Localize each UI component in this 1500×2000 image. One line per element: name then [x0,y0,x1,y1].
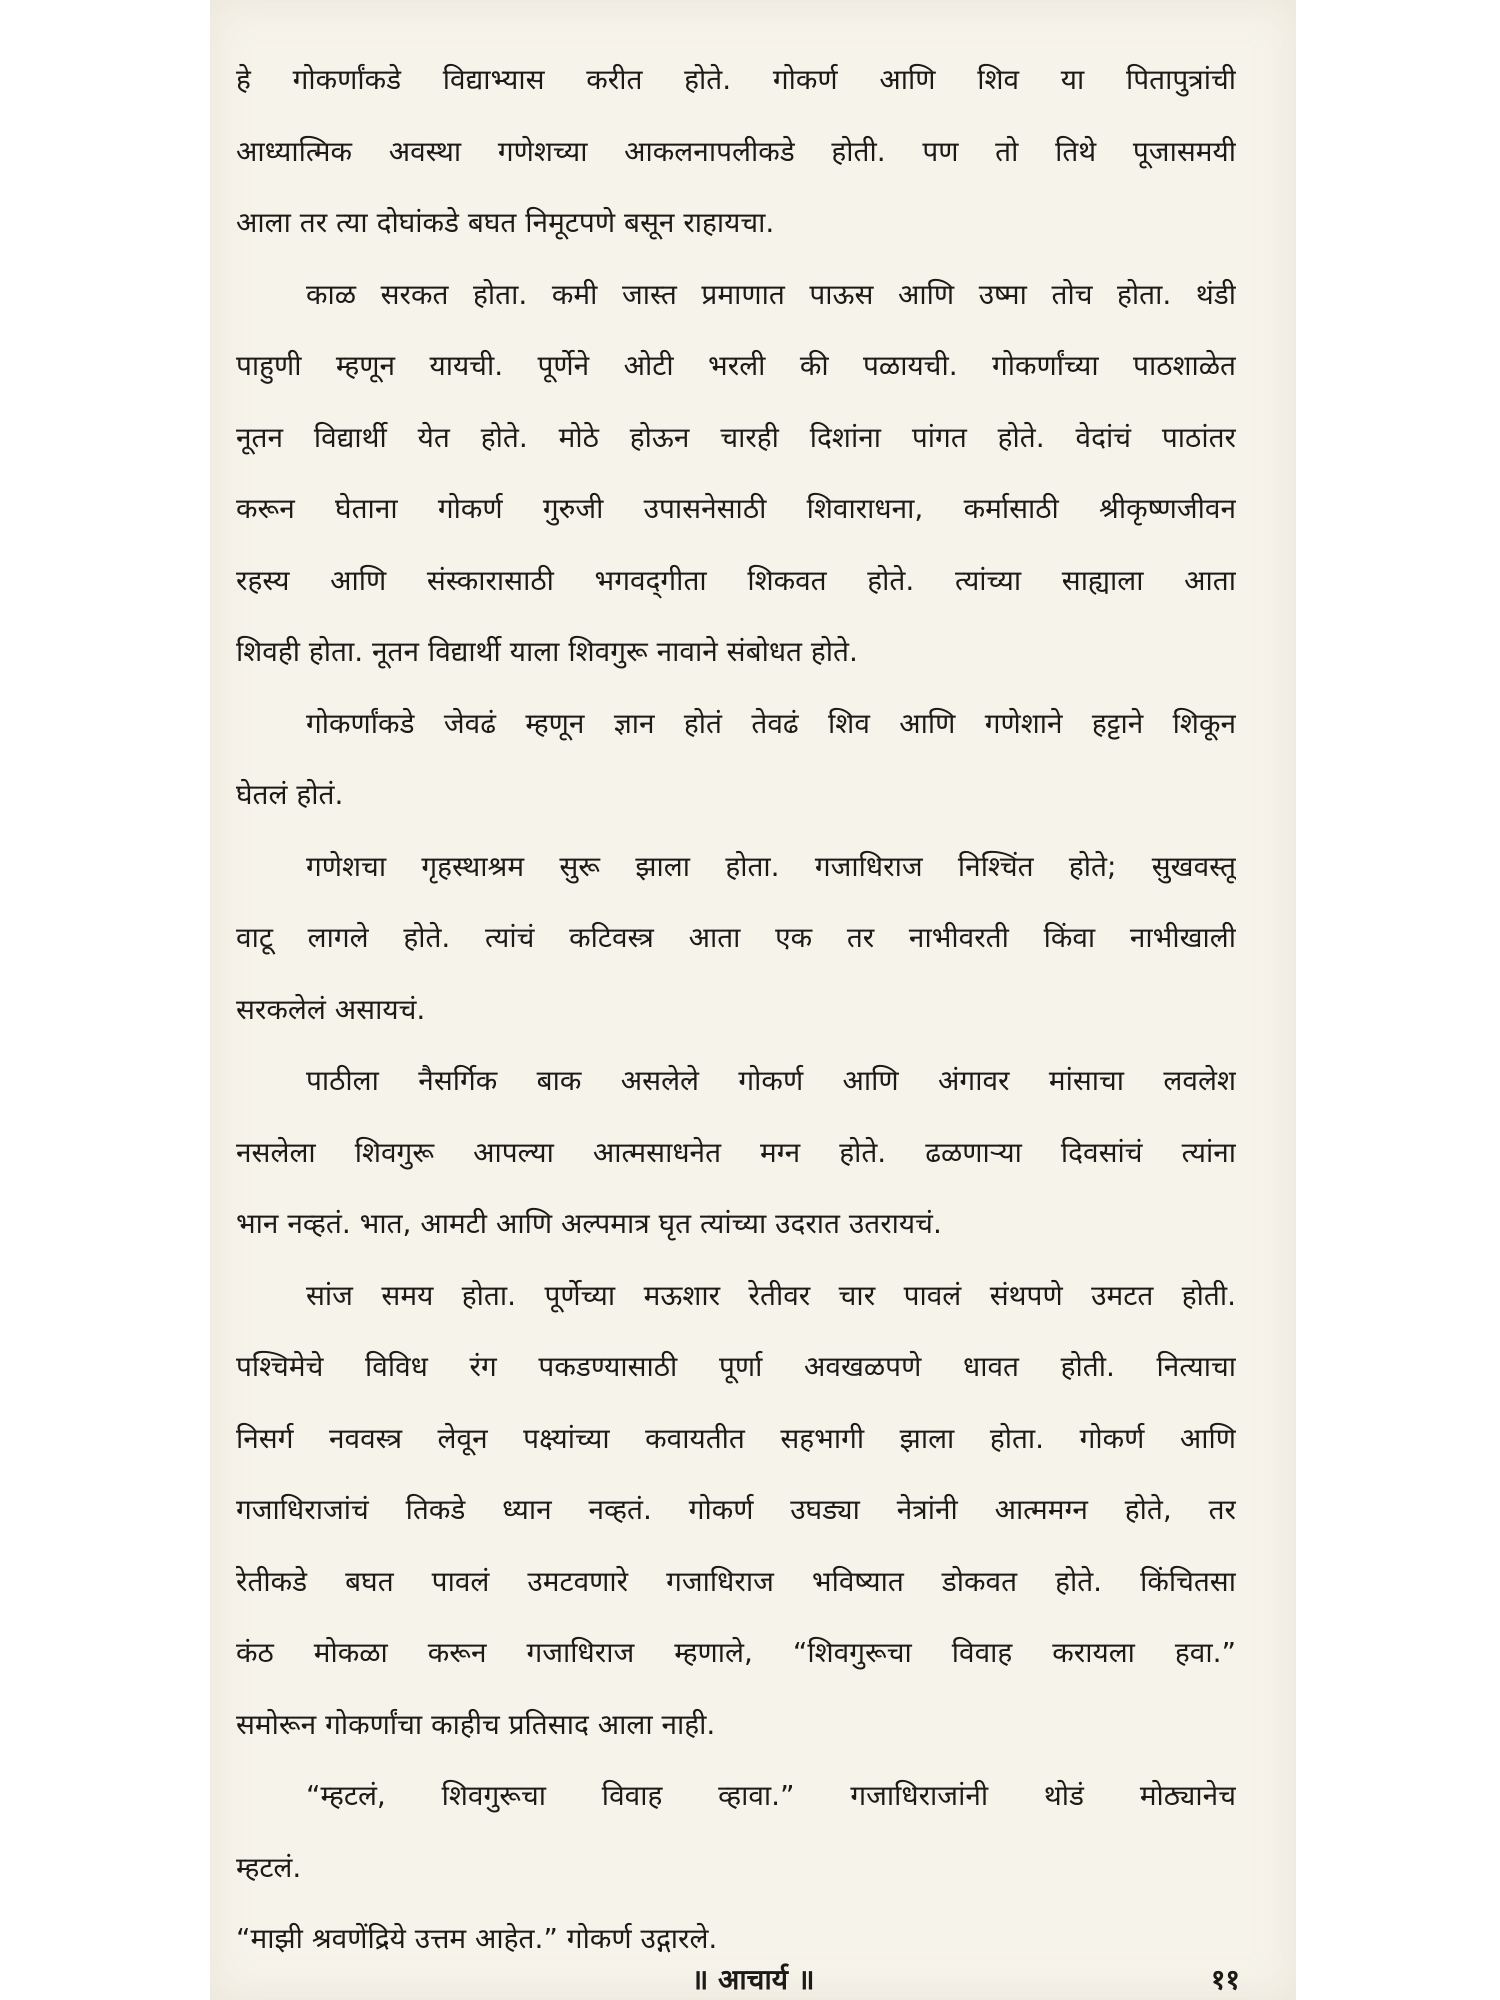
text-line: गजाधिराजांचं तिकडे ध्यान नव्हतं. गोकर्ण उघड्या नेत्रांनी आत्ममग्न होते, तर [236,1493,1236,1526]
page-number: ११ [1210,1963,1240,1996]
text-line: वाटू लागले होते. त्यांचं कटिवस्त्र आता एक तर नाभीवरती किंवा नाभीखाली [236,921,1236,954]
text-line: घेतलं होतं. [236,778,344,811]
text-line: आध्यात्मिक अवस्था गणेशच्या आकलनापलीकडे होती. पण तो तिथे पूजासमयी [236,134,1236,168]
text-line: रेतीकडे बघत पावलं उमटवणारे गजाधिराज भविष्यात डोकवत होते. किंचितसा [236,1564,1236,1598]
text-line: सांज समय होता. पूर्णेच्या मऊशार रेतीवर चार पावलं संथपणे उमटत होती. [306,1278,1236,1312]
text-line: समोरून गोकर्णांचा काहीच प्रतिसाद आला नाही. [236,1707,716,1741]
text-line: आला तर त्या दोघांकडे बघत निमूटपणे बसून राहायचा. [236,206,775,239]
running-title: ॥ आचार्य ॥ [691,1963,815,1996]
text-line: पाहुणी म्हणून यायची. पूर्णेने ओटी भरली की पळायची. गोकर्णांच्या पाठशाळेत [236,349,1236,382]
page-footer [210,1960,1296,2000]
text-line: नूतन विद्यार्थी येत होते. मोठे होऊन चारही दिशांना पांगत होते. वेदांचं पाठांतर [236,420,1236,454]
book-page [210,0,1296,2000]
text-line: कंठ मोकळा करून गजाधिराज म्हणाले, “शिवगुरूचा विवाह करायला हवा.” [236,1636,1236,1669]
text-line: “म्हटलं, शिवगुरूचा विवाह व्हावा.” गजाधिराजांनी थोडं मोठ्यानेच [306,1779,1236,1812]
text-line: निसर्ग नववस्त्र लेवून पक्ष्यांच्या कवायतीत सहभागी झाला होता. गोकर्ण आणि [236,1421,1236,1455]
text-line: पश्चिमेचे विविध रंग पकडण्यासाठी पूर्णा अवखळपणे धावत होती. नित्याचा [236,1350,1236,1383]
text-line: नसलेला शिवगुरू आपल्या आत्मसाधनेत मग्न होते. ढळणाऱ्या दिवसांचं त्यांना [236,1135,1236,1169]
text-line: सरकलेलं असायचं. [236,992,426,1026]
text-line: काळ सरकत होता. कमी जास्त प्रमाणात पाऊस आणि उष्मा तोच होता. थंडी [306,277,1236,311]
text-line: करून घेताना गोकर्ण गुरुजी उपासनेसाठी शिवाराधना, कर्मासाठी श्रीकृष्णजीवन [236,492,1236,525]
text-line: गणेशचा गृहस्थाश्रम सुरू झाला होता. गजाधिराज निश्चिंत होते; सुखवस्तू [306,849,1236,883]
text-line: गोकर्णांकडे जेवढं म्हणून ज्ञान होतं तेवढं शिव आणि गणेशाने हट्टाने शिकून [306,706,1236,740]
text-line: शिवही होता. नूतन विद्यार्थी याला शिवगुरू नावाने संबोधत होते. [236,635,858,668]
body-text [236,44,1236,1975]
text-line: रहस्य आणि संस्कारासाठी भगवद्‌गीता शिकवत होते. त्यांच्या साह्याला आता [236,563,1236,597]
text-line: पाठीला नैसर्गिक बाक असलेले गोकर्ण आणि अंगावर मांसाचा लवलेश [306,1064,1236,1097]
text-line: “माझी श्रवणेंद्रिये उत्तम आहेत.” गोकर्ण उद्गारले. [236,1922,718,1955]
text-line: म्हटलं. [236,1850,302,1884]
text-line: भान नव्हतं. भात, आमटी आणि अल्पमात्र घृत त्यांच्या उदरात उतरायचं. [236,1207,942,1240]
text-line: हे गोकर्णांकडे विद्याभ्यास करीत होते. गोकर्ण आणि शिव या पितापुत्रांची [236,63,1236,96]
